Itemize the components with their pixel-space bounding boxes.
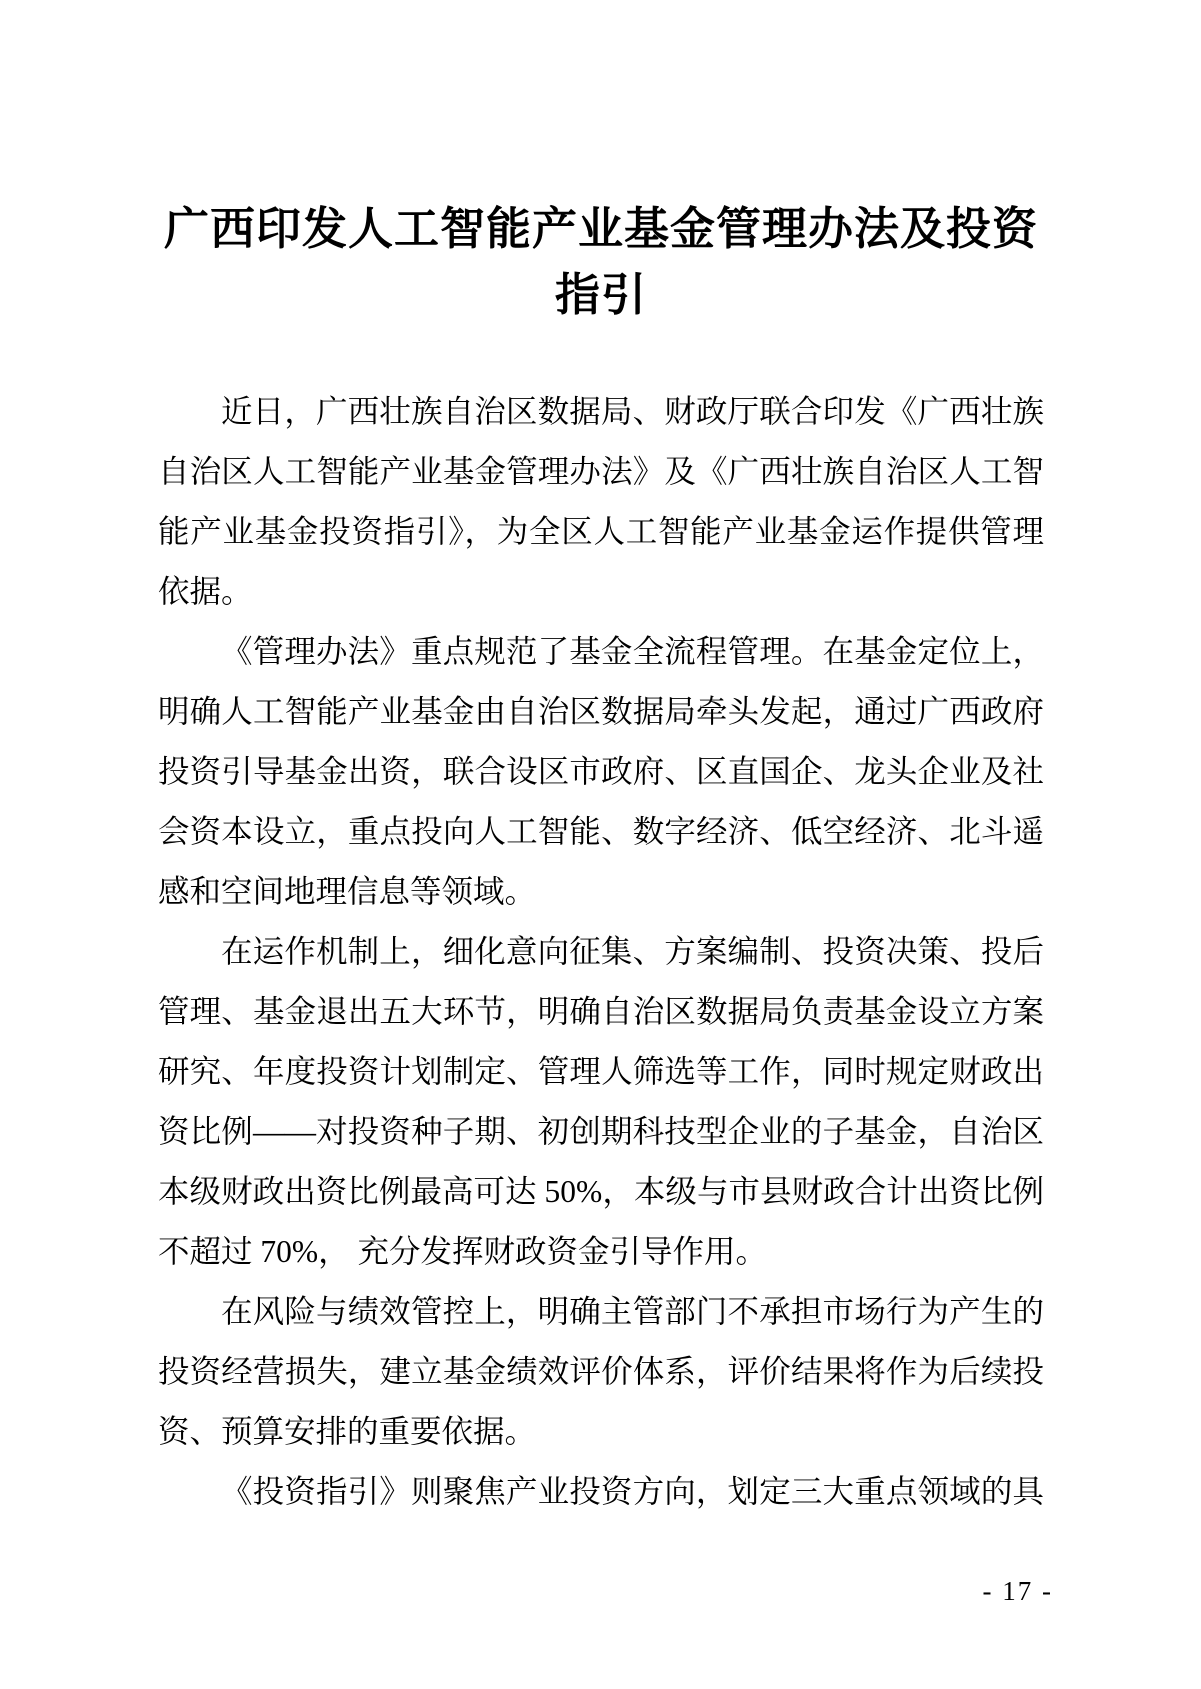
title-line-1: 广西印发人工智能产业基金管理办法及投资: [163, 204, 1038, 254]
title-line-2: 指引: [554, 270, 647, 320]
document-title: [158, 196, 1044, 328]
paragraph: 在运作机制上，细化意向征集、方案编制、投资决策、投后管理、基金退出五大环节，明确自治区数据局负责基金设立方案研究、年度投资计划制定、管理人筛选等工作，同时规定财政出资比例——对投资种子期、初创期科技型企业的子基金，自治区本级财政出资比例最高可达 50%，本级与市县财政合计出资比例不超过 70%， 充分发挥财政资金引导作用。: [158, 934, 1044, 1269]
paragraph: 近日，广西壮族自治区数据局、财政厅联合印发《广西壮族自治区人工智能产业基金管理办法》及《广西壮族自治区人工智能产业基金投资指引》，为全区人工智能产业基金运作提供管理依据。: [158, 394, 1044, 609]
paragraph: 《管理办法》重点规范了基金全流程管理。在基金定位上，明确人工智能产业基金由自治区数据局牵头发起，通过广西政府投资引导基金出资，联合设区市政府、区直国企、龙头企业及社会资本设立，重点投向人工智能、数字经济、低空经济、北斗遥感和空间地理信息等领域。: [158, 634, 1044, 909]
paragraph: 《投资指引》则聚焦产业投资方向，划定三大重点领域的具: [221, 1474, 1044, 1509]
page-number: - 17 -: [982, 1576, 1053, 1606]
document-body: [158, 382, 1044, 1522]
paragraph: 在风险与绩效管控上，明确主管部门不承担市场行为产生的投资经营损失，建立基金绩效评价体系，评价结果将作为后续投资、预算安排的重要依据。: [158, 1294, 1044, 1449]
